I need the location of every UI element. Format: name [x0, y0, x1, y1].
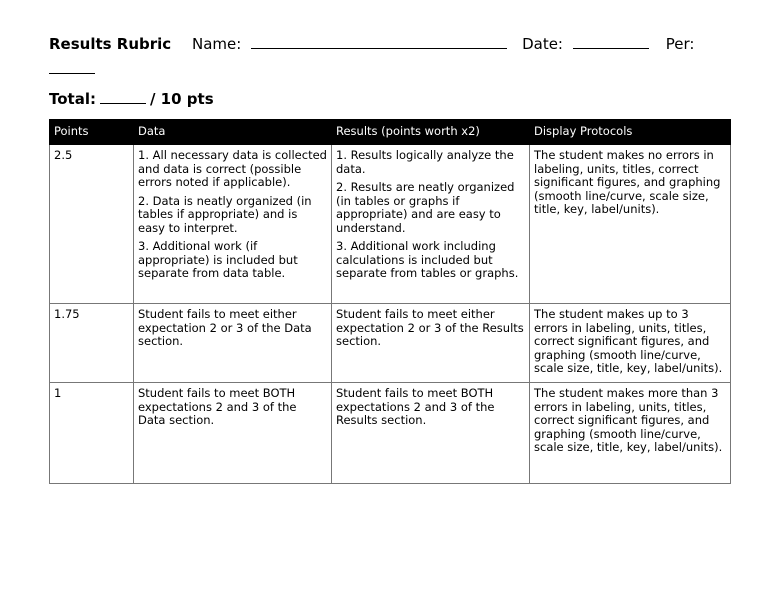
- table-row: [50, 145, 731, 304]
- column-header-points: Points: [50, 120, 134, 145]
- total-line: [49, 88, 214, 109]
- display-cell: The student makes up to 3 errors in labeling, units, titles, correct significant figures, and graphing (smooth line/curve, scale size, title, key, label/units).: [530, 304, 731, 383]
- results-cell: Student fails to meet BOTH expectations 2 and 3 of the Results section.: [332, 383, 530, 484]
- document-title: Results Rubric: [49, 35, 172, 53]
- points-cell: 1.75: [50, 304, 134, 383]
- results-criterion: 3. Additional work including calculations is included but separate from tables or graphs.: [336, 239, 519, 280]
- total-suffix: / 10 pts: [149, 90, 214, 108]
- column-header-display: Display Protocols: [530, 120, 731, 145]
- total-blank: [100, 88, 146, 104]
- table-header-row: [50, 120, 731, 145]
- display-cell: The student makes no errors in labeling, units, titles, correct significant figures, and graphing (smooth line/curve, scale size, title, key, label/units).: [530, 145, 731, 304]
- date-blank: [573, 33, 649, 49]
- data-criterion: 2. Data is neatly organized (in tables if appropriate) and is easy to interpret.: [138, 193, 312, 235]
- results-cell: [332, 145, 530, 304]
- name-label: Name:: [191, 35, 242, 53]
- total-label: Total:: [49, 90, 96, 108]
- column-header-results: Results (points worth x2): [332, 120, 530, 145]
- column-header-data: Data: [134, 120, 332, 145]
- table-row: [50, 304, 731, 383]
- points-cell: 2.5: [50, 145, 134, 304]
- document-header: [49, 33, 729, 80]
- results-criterion: 2. Results are neatly organized (in tables or graphs if appropriate) and are easy to understand.: [336, 180, 515, 235]
- data-cell: Student fails to meet BOTH expectations 2 and 3 of the Data section.: [134, 383, 332, 484]
- results-cell: Student fails to meet either expectation 2 or 3 of the Results section.: [332, 304, 530, 383]
- per-blank: [49, 58, 95, 74]
- per-row: [49, 58, 729, 80]
- name-blank: [251, 33, 507, 49]
- data-criterion: 3. Additional work (if appropriate) is included but separate from data table.: [138, 239, 298, 280]
- results-criterion: 1. Results logically analyze the data.: [336, 148, 514, 176]
- display-cell: The student makes more than 3 errors in labeling, units, titles, correct significant figures, and graphing (smooth line/curve, scale size, title, key, label/units).: [530, 383, 731, 484]
- per-label: Per:: [665, 35, 695, 53]
- points-cell: 1: [50, 383, 134, 484]
- date-label: Date:: [522, 35, 563, 53]
- data-cell: Student fails to meet either expectation 2 or 3 of the Data section.: [134, 304, 332, 383]
- rubric-table: [49, 119, 731, 484]
- data-criterion: 1. All necessary data is collected and data is correct (possible errors noted if applicable).: [138, 148, 327, 189]
- data-cell: [134, 145, 332, 304]
- table-row: [50, 383, 731, 484]
